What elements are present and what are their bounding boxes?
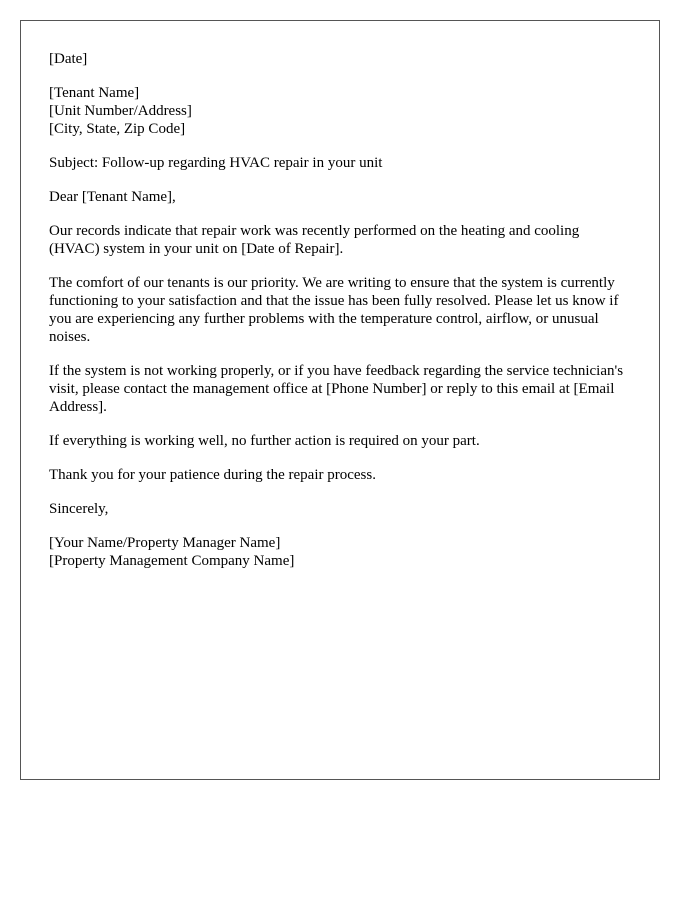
recipient-name: [Tenant Name] <box>49 85 140 101</box>
body-paragraph-2: The comfort of our tenants is our priority. We are writing to ensure that the system is currently functioning to your satisfaction and that the issue has been fully resolved. Please let us know if you are experiencing any further problems with the temperature control, airflow, or unusual noises. <box>49 275 619 345</box>
body-paragraph-1: Our records indicate that repair work was recently performed on the heating and cooling (HVAC) system in your unit on [Date of Repair]. <box>49 223 580 257</box>
letter-closing: Sincerely, <box>49 501 109 517</box>
body-paragraph-5: Thank you for your patience during the repair process. <box>49 467 376 483</box>
signature-block <box>49 534 631 570</box>
recipient-address <box>49 84 631 138</box>
signature-name: [Your Name/Property Manager Name] <box>49 535 281 551</box>
signature-company: [Property Management Company Name] <box>49 553 295 569</box>
recipient-city: [City, State, Zip Code] <box>49 121 186 137</box>
body-paragraph-4: If everything is working well, no further action is required on your part. <box>49 433 480 449</box>
letter-salutation: Dear [Tenant Name], <box>49 189 176 205</box>
letter-page <box>20 20 660 780</box>
body-paragraph-3: If the system is not working properly, or if you have feedback regarding the service technician's visit, please contact the management office at [Phone Number] or reply to this email at [Email Address]. <box>49 363 624 415</box>
letter-date: [Date] <box>49 51 88 67</box>
recipient-unit: [Unit Number/Address] <box>49 103 192 119</box>
letter-subject: Subject: Follow-up regarding HVAC repair in your unit <box>49 155 383 171</box>
